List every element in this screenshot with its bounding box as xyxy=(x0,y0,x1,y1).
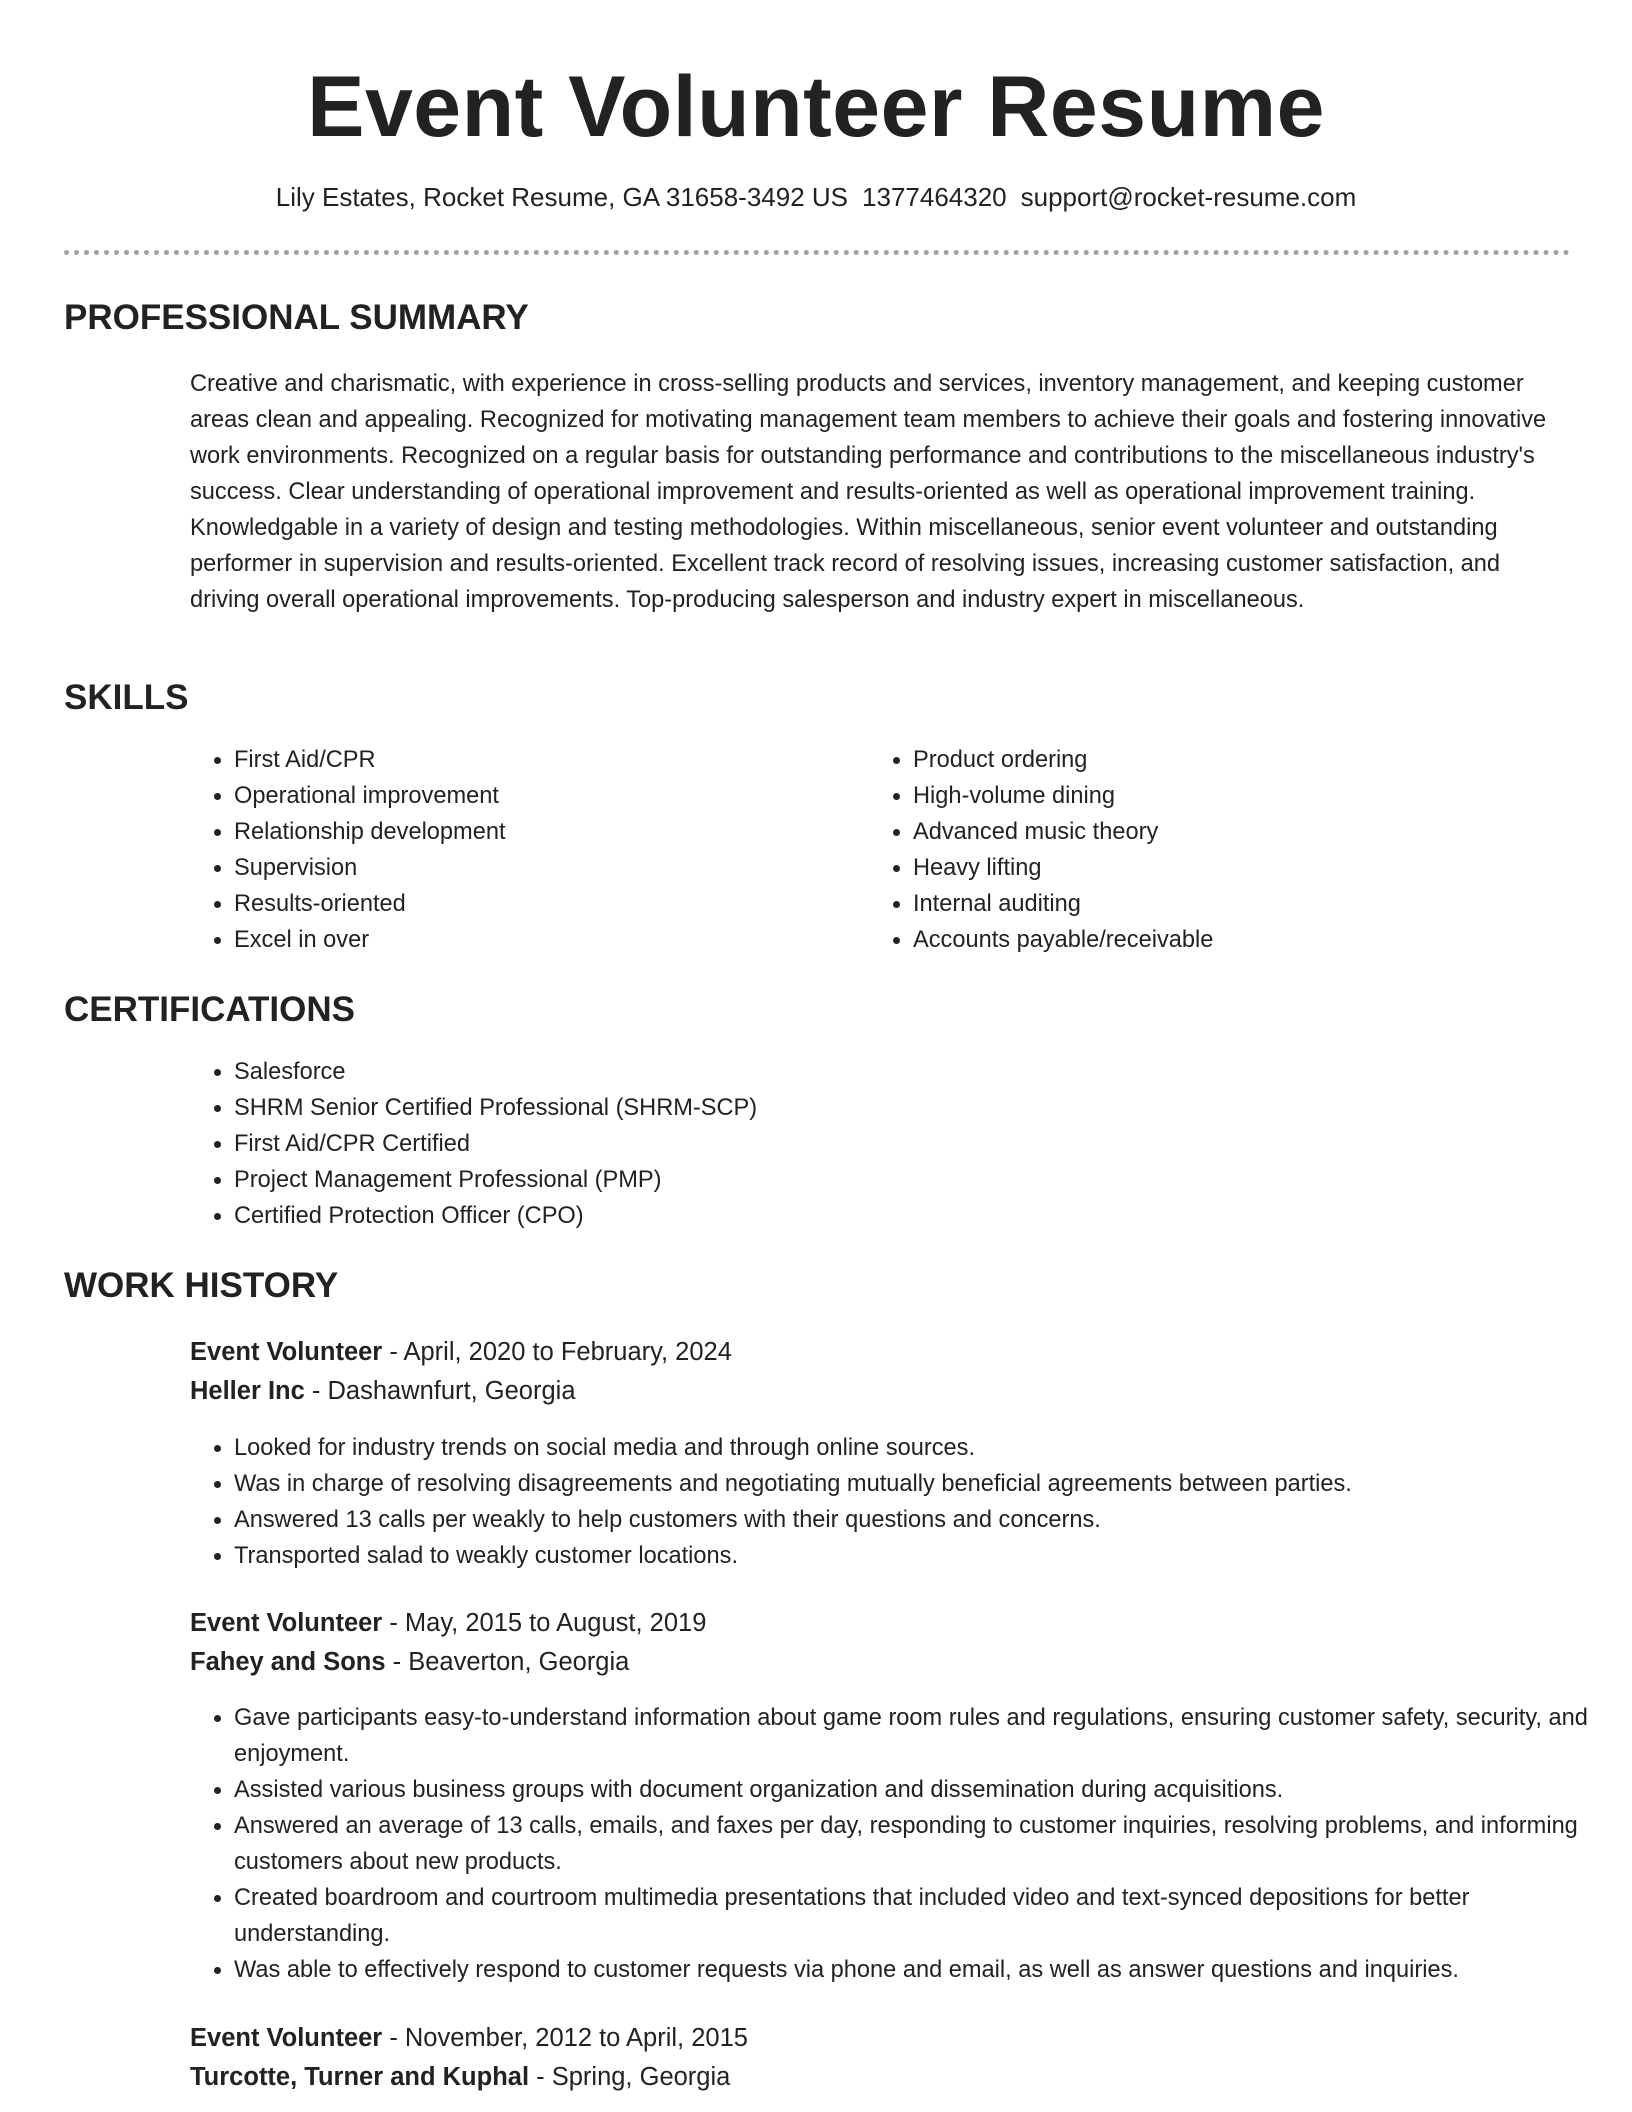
list-item: • Looked for industry trends on social media and through online sources. xyxy=(234,1430,1619,1466)
list-item: • First Aid/CPR Certified xyxy=(234,1126,1534,1162)
job-title: Event Volunteer xyxy=(190,1609,383,1637)
job-location: - Dashawnfurt, Georgia xyxy=(304,1377,576,1405)
job-location: - Spring, Georgia xyxy=(529,2063,731,2091)
job-title: Event Volunteer xyxy=(190,1338,383,1366)
job-company-line xyxy=(190,1377,576,1406)
list-item: • Was in charge of resolving disagreements and negotiating mutually beneficial agreements between parties. xyxy=(234,1466,1619,1502)
job-dates: - April, 2020 to February, 2024 xyxy=(382,1338,732,1366)
contact-address: Lily Estates, Rocket Resume, GA 31658-3492 US xyxy=(275,182,849,212)
job-title: Event Volunteer xyxy=(190,2024,383,2052)
list-item: • Operational improvement xyxy=(234,778,834,814)
job-location: - Beaverton, Georgia xyxy=(385,1648,630,1676)
list-item: • Salesforce xyxy=(234,1054,1534,1090)
list-item: • Project Management Professional (PMP) xyxy=(234,1162,1534,1198)
skills-list-left xyxy=(190,742,834,958)
list-item: • Accounts payable/receivable xyxy=(913,922,1563,958)
job-company: Turcotte, Turner and Kuphal xyxy=(190,2063,530,2091)
contact-line xyxy=(0,182,1632,213)
job-company-line xyxy=(190,2063,730,2092)
list-item: • Results-oriented xyxy=(234,886,834,922)
list-item: • Was able to effectively respond to customer requests via phone and email, as well as answer questions and inquiries. xyxy=(234,1952,1619,1988)
summary-heading: PROFESSIONAL SUMMARY xyxy=(64,298,529,337)
job-bullets xyxy=(190,1430,1619,1574)
list-item: • High-volume dining xyxy=(913,778,1563,814)
list-item: • Heavy lifting xyxy=(913,850,1563,886)
job-title-line xyxy=(190,1609,706,1638)
certifications-heading: CERTIFICATIONS xyxy=(64,990,356,1029)
list-item: • First Aid/CPR xyxy=(234,742,834,778)
skills-heading: SKILLS xyxy=(64,678,189,717)
list-item: • Gave participants easy-to-understand information about game room rules and regulations, ensuring customer safety, security, and enjoyment. xyxy=(234,1700,1619,1772)
skills-list-right xyxy=(869,742,1563,958)
job-company-line xyxy=(190,1648,629,1677)
contact-phone: 1377464320 xyxy=(862,182,1007,212)
list-item: • Created boardroom and courtroom multimedia presentations that included video and text-synced depositions for better understanding. xyxy=(234,1880,1619,1952)
list-item: • Certified Protection Officer (CPO) xyxy=(234,1198,1534,1234)
list-item: • SHRM Senior Certified Professional (SHRM-SCP) xyxy=(234,1090,1534,1126)
list-item: • Relationship development xyxy=(234,814,834,850)
job-dates: - November, 2012 to April, 2015 xyxy=(382,2024,748,2052)
list-item: • Product ordering xyxy=(913,742,1563,778)
contact-email: support@rocket-resume.com xyxy=(1020,182,1357,212)
job-company: Fahey and Sons xyxy=(190,1648,386,1676)
header-divider xyxy=(64,250,1570,255)
job-title-line xyxy=(190,2024,748,2053)
list-item: • Internal auditing xyxy=(913,886,1563,922)
job-company: Heller Inc xyxy=(190,1377,305,1405)
list-item: • Excel in over xyxy=(234,922,834,958)
list-item: • Answered an average of 13 calls, emails, and faxes per day, responding to customer inquiries, resolving problems, and informing customers about new products. xyxy=(234,1808,1619,1880)
job-dates: - May, 2015 to August, 2019 xyxy=(382,1609,707,1637)
work-history-heading: WORK HISTORY xyxy=(64,1266,339,1305)
list-item: • Supervision xyxy=(234,850,834,886)
certifications-list xyxy=(190,1054,1534,1234)
list-item: • Transported salad to weakly customer locations. xyxy=(234,1538,1619,1574)
job-bullets xyxy=(190,1700,1619,1988)
list-item: • Advanced music theory xyxy=(913,814,1563,850)
summary-text: Creative and charismatic, with experience in cross-selling products and services, inventory management, and keeping customer areas clean and appealing. Recognized for motivating management team members to achieve their goals and fostering innovative work environments. Recognized on a regular basis for outstanding performance and contributions to the miscellaneous industry's success. Clear understanding of operational improvement and results-oriented as well as operational improvement training. Knowledgable in a variety of design and testing methodologies. Within miscellaneous, senior event volunteer and outstanding performer in supervision and results-oriented. Excellent track record of resolving issues, increasing customer satisfaction, and driving overall operational improvements. Top-producing salesperson and industry expert in miscellaneous. xyxy=(190,371,1547,613)
list-item: • Assisted various business groups with document organization and dissemination during acquisitions. xyxy=(234,1772,1619,1808)
job-title-line xyxy=(190,1338,732,1367)
list-item: • Answered 13 calls per weakly to help customers with their questions and concerns. xyxy=(234,1502,1619,1538)
resume-title: Event Volunteer Resume xyxy=(307,59,1325,155)
